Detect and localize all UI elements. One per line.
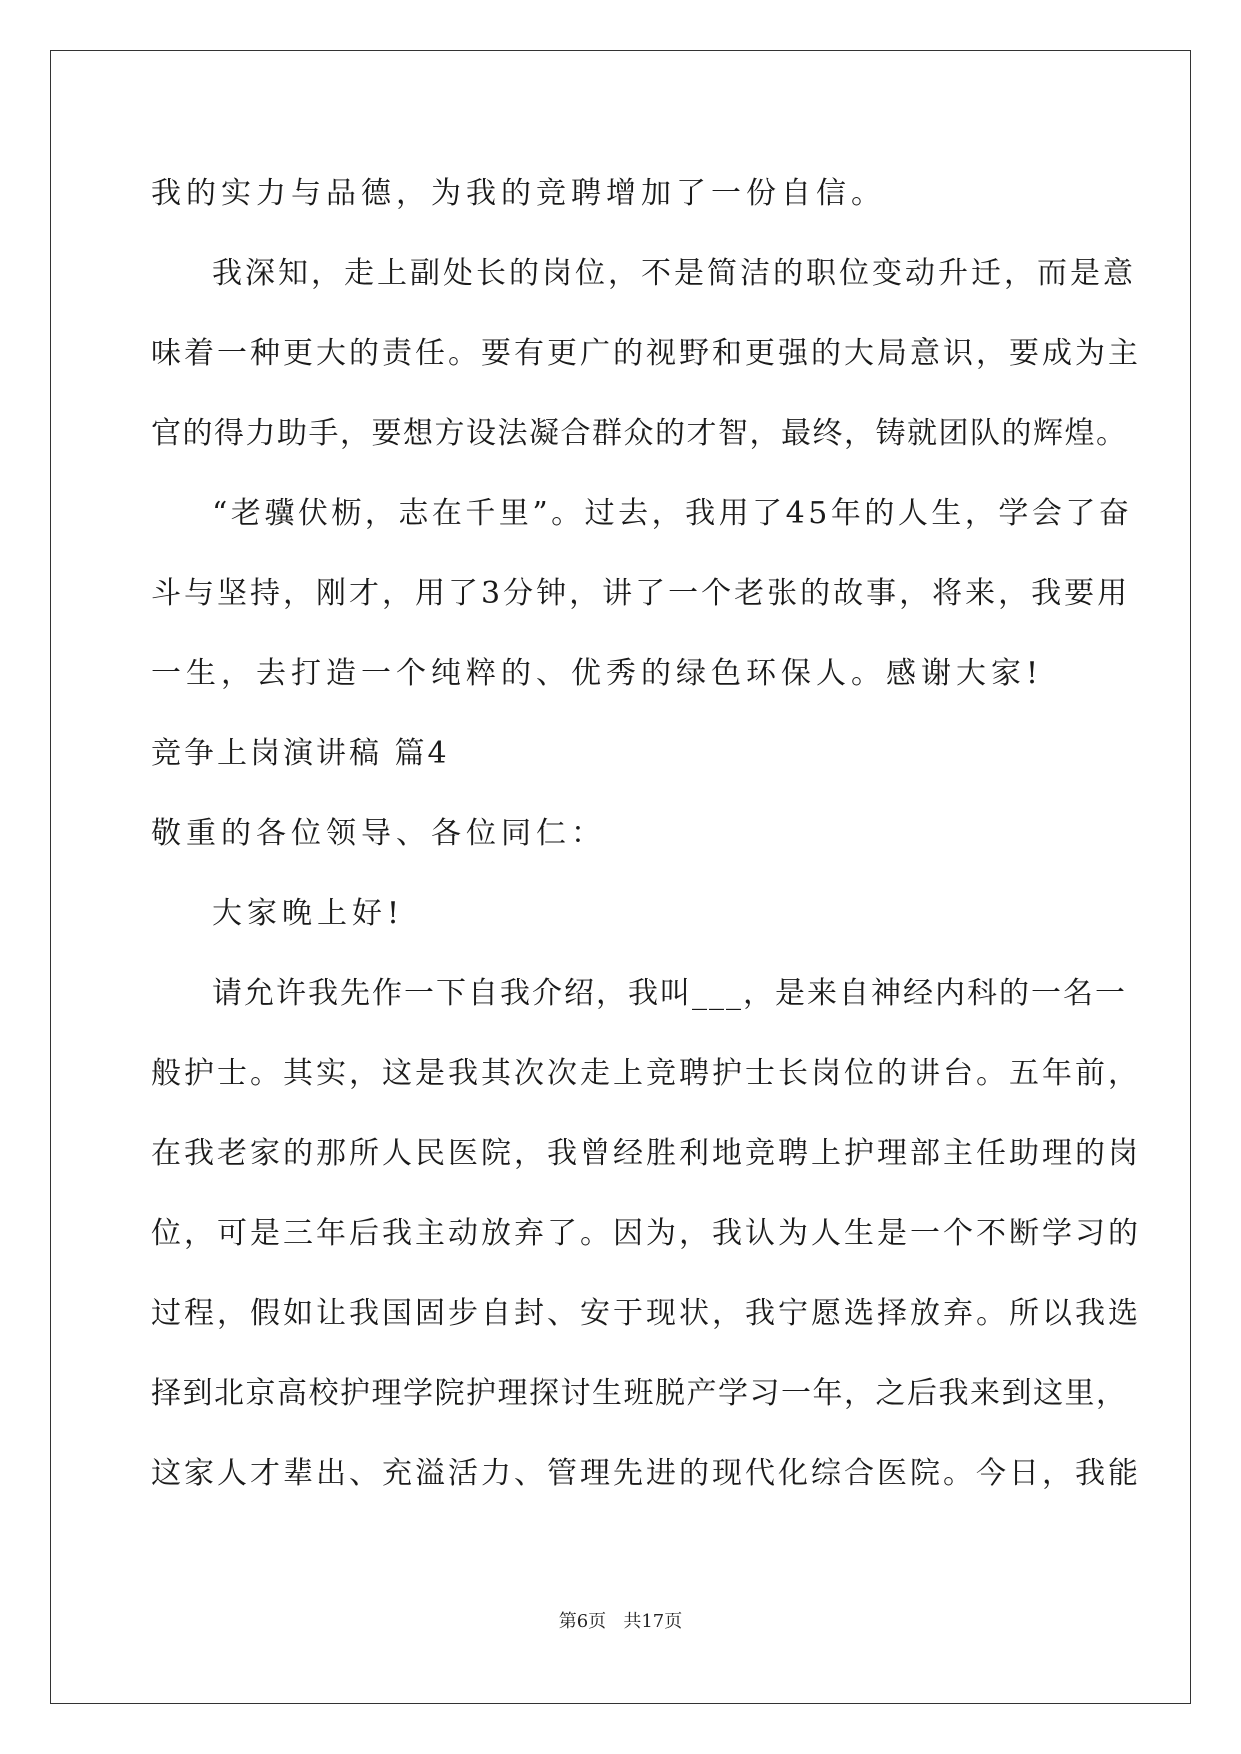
body-line-7: 一生，去打造一个纯粹的、优秀的绿色环保人。感谢大家! [151, 656, 1044, 691]
body-line-13: 择到北京高校护理学院护理探讨生班脱产学习一年，之后我来到这里， [151, 1376, 1128, 1411]
body-line-11: 位，可是三年后我主动放弃了。因为，我认为人生是一个不断学习的 [151, 1216, 1141, 1251]
body-line-10: 在我老家的那所人民医院，我曾经胜利地竞聘上护理部主任助理的岗 [151, 1136, 1141, 1171]
body-line-2: 我深知，走上副处长的岗位，不是简洁的职位变动升迁，而是意 [212, 256, 1136, 291]
page-number: 第6页 共17页 [558, 1611, 683, 1632]
body-line-3: 味着一种更大的责任。要有更广的视野和更强的大局意识，要成为主 [151, 336, 1141, 371]
body-line-1: 我的实力与品德，为我的竞聘增加了一份自信。 [151, 176, 886, 211]
body-line-14: 这家人才辈出、充溢活力、管理先进的现代化综合医院。今日，我能 [151, 1456, 1141, 1491]
body-line-8: 请允许我先作一下自我介绍，我叫___，是来自神经内科的一名一 [212, 976, 1127, 1011]
body-line-5: “老骥伏枥，志在千里”。过去，我用了45年的人生，学会了奋 [212, 496, 1133, 531]
salutation: 敬重的各位领导、各位同仁： [151, 816, 606, 851]
body-line-6: 斗与坚持，刚才，用了3分钟，讲了一个老张的故事，将来，我要用 [151, 576, 1131, 611]
body-line-9: 般护士。其实，这是我其次次走上竞聘护士长岗位的讲台。五年前， [151, 1056, 1141, 1091]
section-heading: 竞争上岗演讲稿 篇4 [151, 736, 450, 771]
body-line-4: 官的得力助手，要想方设法凝合群众的才智，最终，铸就团队的辉煌。 [151, 416, 1128, 451]
body-line-12: 过程，假如让我国固步自封、安于现状，我宁愿选择放弃。所以我选 [151, 1296, 1141, 1331]
greeting: 大家晚上好! [212, 896, 405, 931]
